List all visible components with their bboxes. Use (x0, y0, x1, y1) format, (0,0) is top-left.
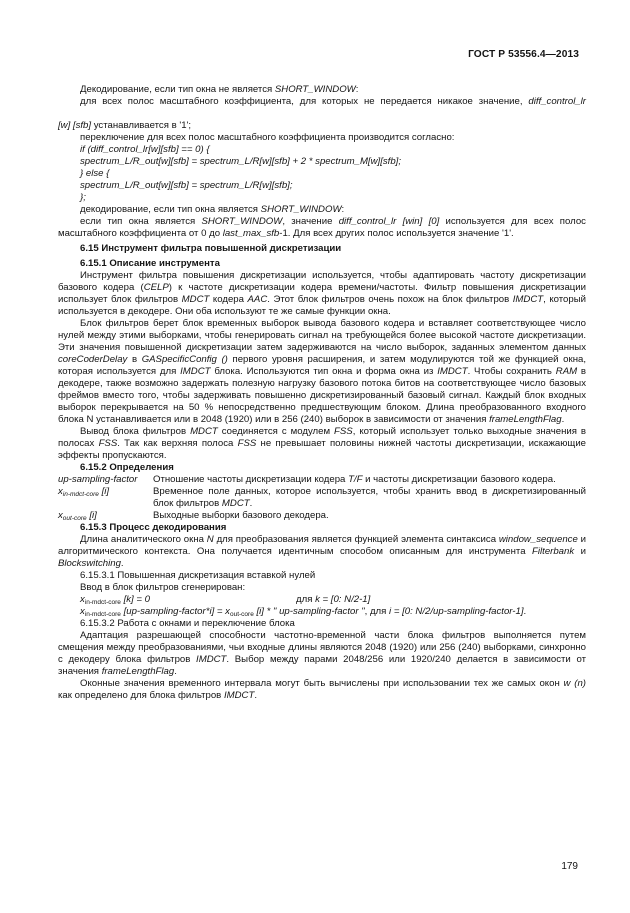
code-line: } else { (80, 168, 110, 179)
paragraph: Инструмент фильтра повышения дискретизации используется, чтобы адаптировать частоту дискретизации базового кодера (CELP) к частоте дискретизации кодера времени/частоты. Фильтр повышения дискретизации использует блок фильтров MDCT кодера AAC. Этот блок фильтров очень похож на блок фильтров IMDCT, который используется в декодере. Они оба используют те же самые функции окна. (58, 270, 586, 317)
paragraph: [w] [sfb] устанавливается в '1'; (58, 120, 192, 131)
paragraph: Блок фильтров берет блок временных выборок вывода базового кодера и вставляет соответствующее число нулей между этими выборками, чтобы генерировать сигнал на требующейся более высокой частоте дискретизации. Эти значения повышенной дискретизации затем задерживаются на число выборок, заданных элементом данных coreCoderDelay в GASpecificConfig () первого уровня расширения, и затем модулируются той же функцией окна, которая используется для IMDCT блока. Используются тип окна и форма окна из IMDCT. Чтобы сохранить RAM в декодере, также возможно задержать полезную нагрузку базового потока битов на соответствующее число базовых фреймов вместо того, чтобы задерживать повышенно дискретизированный базовый сигнал. Каждый блок входных выборок перекрывается на 50 % непосредственно предшествующим блоком. Длина преобразованного входного блока N устанавливается или в 2048 (1920) или в 256 (240) выборок в зависимости от значения frameLengthFlag. (58, 318, 587, 425)
formula: $x_{in-mdct-core}$ [k] = 0 для k = [0: N/2-1] (80, 594, 371, 606)
paragraph: Оконные значения временного интервала могут быть вычислены при использовании тех же самых окон w (n) как определено для блока фильтров IMDCT. (58, 678, 586, 701)
definition-term: $x_{in-mdct-core}$ [i] (58, 486, 110, 498)
paragraph: декодирование, если тип окна является SHORT_WINDOW: (80, 204, 345, 215)
paragraph: для всех полос масштабного коэффициента, для которых не передается никакое значение, diff_control_lr (80, 96, 586, 107)
paragraph: Декодирование, если тип окна не является SHORT_WINDOW: (80, 84, 359, 95)
paragraph: Адаптация разрешающей способности частотно-временной части блока фильтров выполняется путем смещения между преобразованиями, чьи входные длины являются 2048 (1920) или 256 (240) выборками, синхронно с декодеру блока фильтров IMDCT. Выбор между парами 2048/256 или 1920/240 делается в зависимости от значения frameLengthFlag. (58, 630, 586, 677)
subsection-heading: 6.15.3.2 Работа с окнами и переключение блока (80, 618, 295, 629)
code-line: }; (80, 192, 86, 203)
paragraph: Длина аналитического окна N для преобразования является функцией элемента синтаксиса window_sequence и алгоритмического контекста. Она получается идентичным способом описанным для инструмента Filterbank и Blockswitching. (58, 534, 587, 569)
standard-header: ГОСТ Р 53556.4—2013 (468, 49, 579, 60)
subsection-heading: 6.15.3.1 Повышенная дискретизация вставкой нулей (80, 570, 316, 581)
section-heading: 6.15.1 Описание инструмента (80, 258, 220, 269)
definition-row (58, 486, 586, 510)
paragraph: Ввод в блок фильтров сгенерирован: (80, 582, 246, 593)
paragraph: Вывод блока фильтров MDCT соединяется с модулем FSS, который использует только выходные значения в полосах FSS. Так как верхняя полоса FSS не превышает половины нижней частоты дискретизации, искажающие эффекты пропускаются. (58, 426, 587, 461)
code-line: if (diff_control_lr[w][sfb] == 0) { (80, 144, 210, 155)
section-heading: 6.15.2 Определения (80, 462, 174, 473)
definition-desc: Отношение частоты дискретизации кодера T/F и частоты дискретизации базового кодера. (153, 474, 556, 485)
code-line: spectrum_L/R_out[w][sfb] = spectrum_L/R[w][sfb] + 2 * spectrum_M[w][sfb]; (80, 156, 401, 167)
definition-term: up-sampling-factor (58, 474, 138, 485)
code-line: spectrum_L/R_out[w][sfb] = spectrum_L/R[w][sfb]; (80, 180, 293, 191)
definition-row (58, 510, 586, 522)
definition-term: $x_{out-core}$ [i] (58, 510, 97, 522)
page-number: 179 (561, 861, 578, 872)
paragraph: переключение для всех полос масштабного коэффициента производится согласно: (80, 132, 455, 143)
paragraph: если тип окна является SHORT_WINDOW, значение diff_control_lr [win] [0] используется для всех полос масштабного коэффициента от 0 до last_max_sfb-1. Для всех других полос используется значение '1'. (58, 216, 586, 239)
section-heading: 6.15.3 Процесс декодирования (80, 522, 227, 533)
section-heading: 6.15 Инструмент фильтра повышенной дискретизации (80, 243, 342, 254)
formula: $x_{in-mdct-core}$ [up-sampling-factor*i] = $x_{out-core}$ [i] * " up-sampling-factor ", для i = [0: N/2/up-sampling-factor-1]. (80, 606, 527, 618)
definition-desc: Выходные выборки базового декодера. (153, 510, 329, 521)
definition-row (58, 474, 586, 486)
document-body (58, 84, 586, 702)
definition-desc: Временное поле данных, которое используется, чтобы хранить ввод в дискретизированный блок фильтров MDCT. (153, 486, 586, 509)
